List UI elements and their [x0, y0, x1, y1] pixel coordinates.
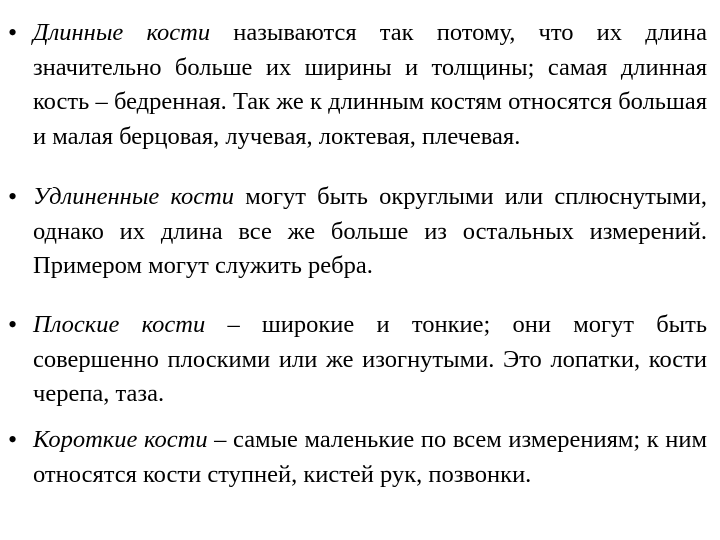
bullet-icon: • — [8, 310, 18, 339]
term-short-bones: Короткие кости — [33, 426, 208, 453]
term-elongated-bones: Удлиненные кости — [33, 183, 235, 210]
term-long-bones: Длинные кости — [33, 19, 211, 46]
description-short-bones: – самые маленькие по всем измерениям; к ним относятся кости ступней, кистей рук, позвонки. — [33, 426, 707, 488]
description-elongated-bones: могут быть округлыми или сплюснутыми, однако их длина все же больше из остальных измерений. Примером могут служить ребра. — [33, 183, 707, 279]
list-item-text — [33, 423, 707, 492]
list-item-text — [33, 16, 707, 154]
description-flat-bones: – широкие и тонкие; они могут быть совершенно плоскими или же изогнутыми. Это лопатки, кости черепа, таза. — [33, 311, 707, 407]
bullet-icon: • — [8, 18, 18, 47]
term-flat-bones: Плоские кости — [33, 311, 206, 338]
list-item-text — [33, 180, 707, 284]
list-item-text — [33, 308, 707, 412]
bullet-icon: • — [8, 425, 18, 454]
description-long-bones: называются так потому, что их длина значительно больше их ширины и толщины; самая длинная кость – бедренная. Так же к длинным костям относятся большая и малая берцовая, лучевая, локтевая, плечевая. — [33, 19, 707, 150]
bullet-icon: • — [8, 182, 18, 211]
